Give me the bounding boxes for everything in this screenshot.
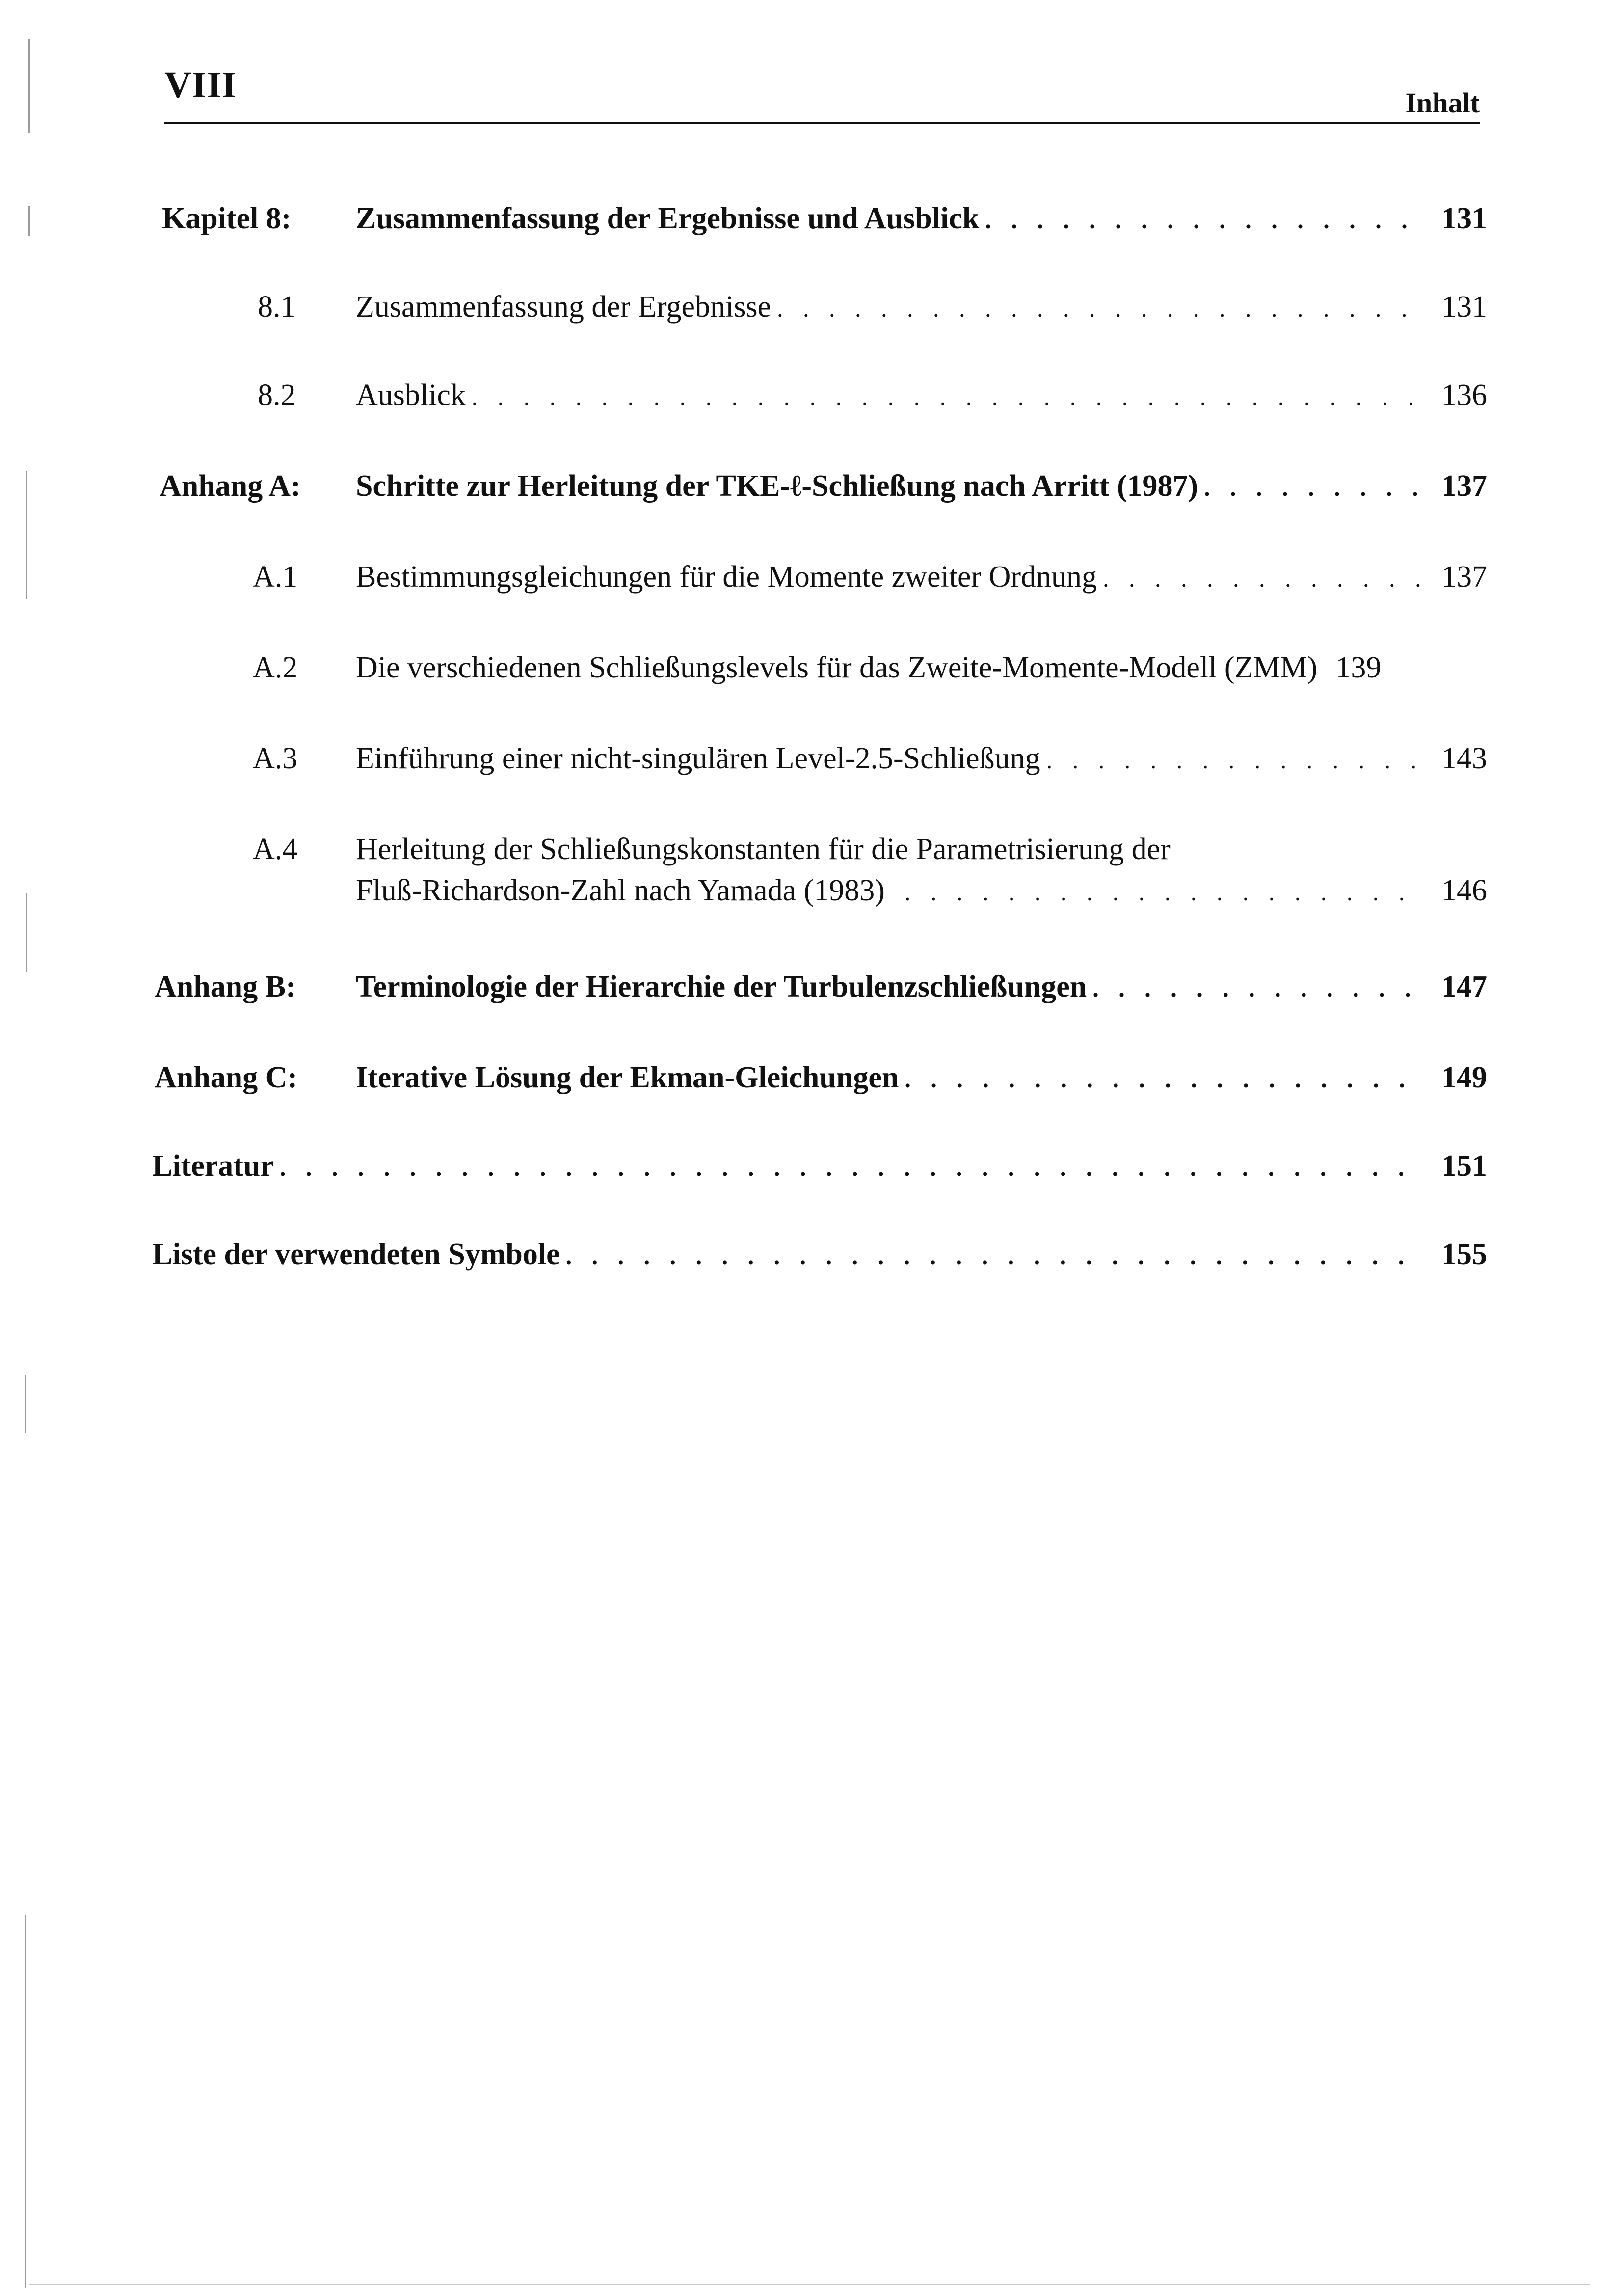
dot-leader: [472, 382, 1421, 411]
toc-entry-page: 137: [1441, 469, 1487, 503]
toc-entry-label: Anhang B:: [155, 970, 296, 1003]
toc-entry-label: 8.2: [258, 378, 296, 412]
dot-leader: [1204, 473, 1421, 502]
toc-entry-label: A.4: [253, 833, 298, 866]
toc-entry-title: Zusammenfassung der Ergebnisse: [356, 290, 771, 324]
toc-entry-title: Iterative Lösung der Ekman-Gleichungen: [356, 1061, 899, 1094]
toc-entry-page: 137: [1441, 560, 1487, 594]
toc-entry-label: A.2: [253, 651, 298, 684]
toc-entry-label: Anhang C:: [155, 1061, 298, 1094]
header-rule: [164, 122, 1480, 124]
toc-entry-title: Schritte zur Herleitung der TKE-ℓ-Schließung nach Arritt (1987): [356, 469, 1198, 503]
dot-leader: [566, 1242, 1421, 1270]
toc-entry-label: A.3: [253, 742, 298, 775]
scan-edge: [28, 39, 30, 133]
toc-entry-page: 149: [1441, 1061, 1487, 1094]
scan-edge: [25, 1375, 26, 1433]
dot-leader: [1046, 746, 1421, 774]
toc-entry-page: 151: [1441, 1149, 1487, 1183]
toc-entry-title: Ausblick: [356, 378, 466, 412]
toc-entry-page: 155: [1441, 1238, 1487, 1271]
toc-entry-label: A.1: [253, 560, 298, 594]
page-number: VIII: [164, 64, 237, 106]
toc-entry-title: Literatur: [152, 1149, 274, 1183]
toc-entry-page: 131: [1441, 202, 1487, 235]
scan-edge: [26, 893, 27, 972]
toc-entry-page: 139: [1335, 651, 1382, 684]
dot-leader: [777, 294, 1421, 323]
toc-entry-title-line2: Fluß-Richardson-Zahl nach Yamada (1983): [356, 874, 885, 907]
toc-entry-title: Liste der verwendeten Symbole: [152, 1238, 560, 1271]
dot-leader: [1092, 974, 1421, 1002]
scan-edge: [29, 2284, 1590, 2285]
toc-entry-title: Einführung einer nicht-singulären Level-2.5-Schließung: [356, 742, 1040, 775]
toc-entry-title: Terminologie der Hierarchie der Turbulenzschließungen: [356, 970, 1087, 1003]
running-head: Inhalt: [1405, 87, 1480, 119]
toc-entry-label: 8.1: [258, 290, 296, 324]
toc-entry-title: Bestimmungsgleichungen für die Momente zweiter Ordnung: [356, 560, 1097, 594]
scan-edge: [28, 206, 30, 236]
dot-leader: [905, 878, 1421, 906]
dot-leader: [280, 1153, 1421, 1182]
toc-entry-page: 131: [1441, 290, 1487, 324]
dot-leader: [905, 1065, 1421, 1093]
toc-entry-page: 146: [1441, 874, 1487, 907]
dot-leader: [1103, 564, 1421, 593]
toc-entry-page: 143: [1441, 742, 1487, 775]
toc-entry-page: 136: [1441, 378, 1487, 412]
toc-entry-page: 147: [1441, 970, 1487, 1003]
toc-entry-label: Kapitel 8:: [162, 202, 292, 235]
toc-entry-title-line1: Herleitung der Schließungskonstanten für die Parametrisierung der: [356, 833, 1171, 866]
toc-entry-label: Anhang A:: [160, 469, 301, 503]
dot-leader: [985, 206, 1421, 234]
toc-entry-title: Zusammenfassung der Ergebnisse und Ausblick: [356, 202, 980, 235]
toc-entry-title: Die verschiedenen Schließungslevels für das Zweite-Momente-Modell (ZMM): [356, 651, 1318, 684]
scan-edge: [26, 471, 27, 599]
scan-edge: [25, 1915, 26, 2288]
